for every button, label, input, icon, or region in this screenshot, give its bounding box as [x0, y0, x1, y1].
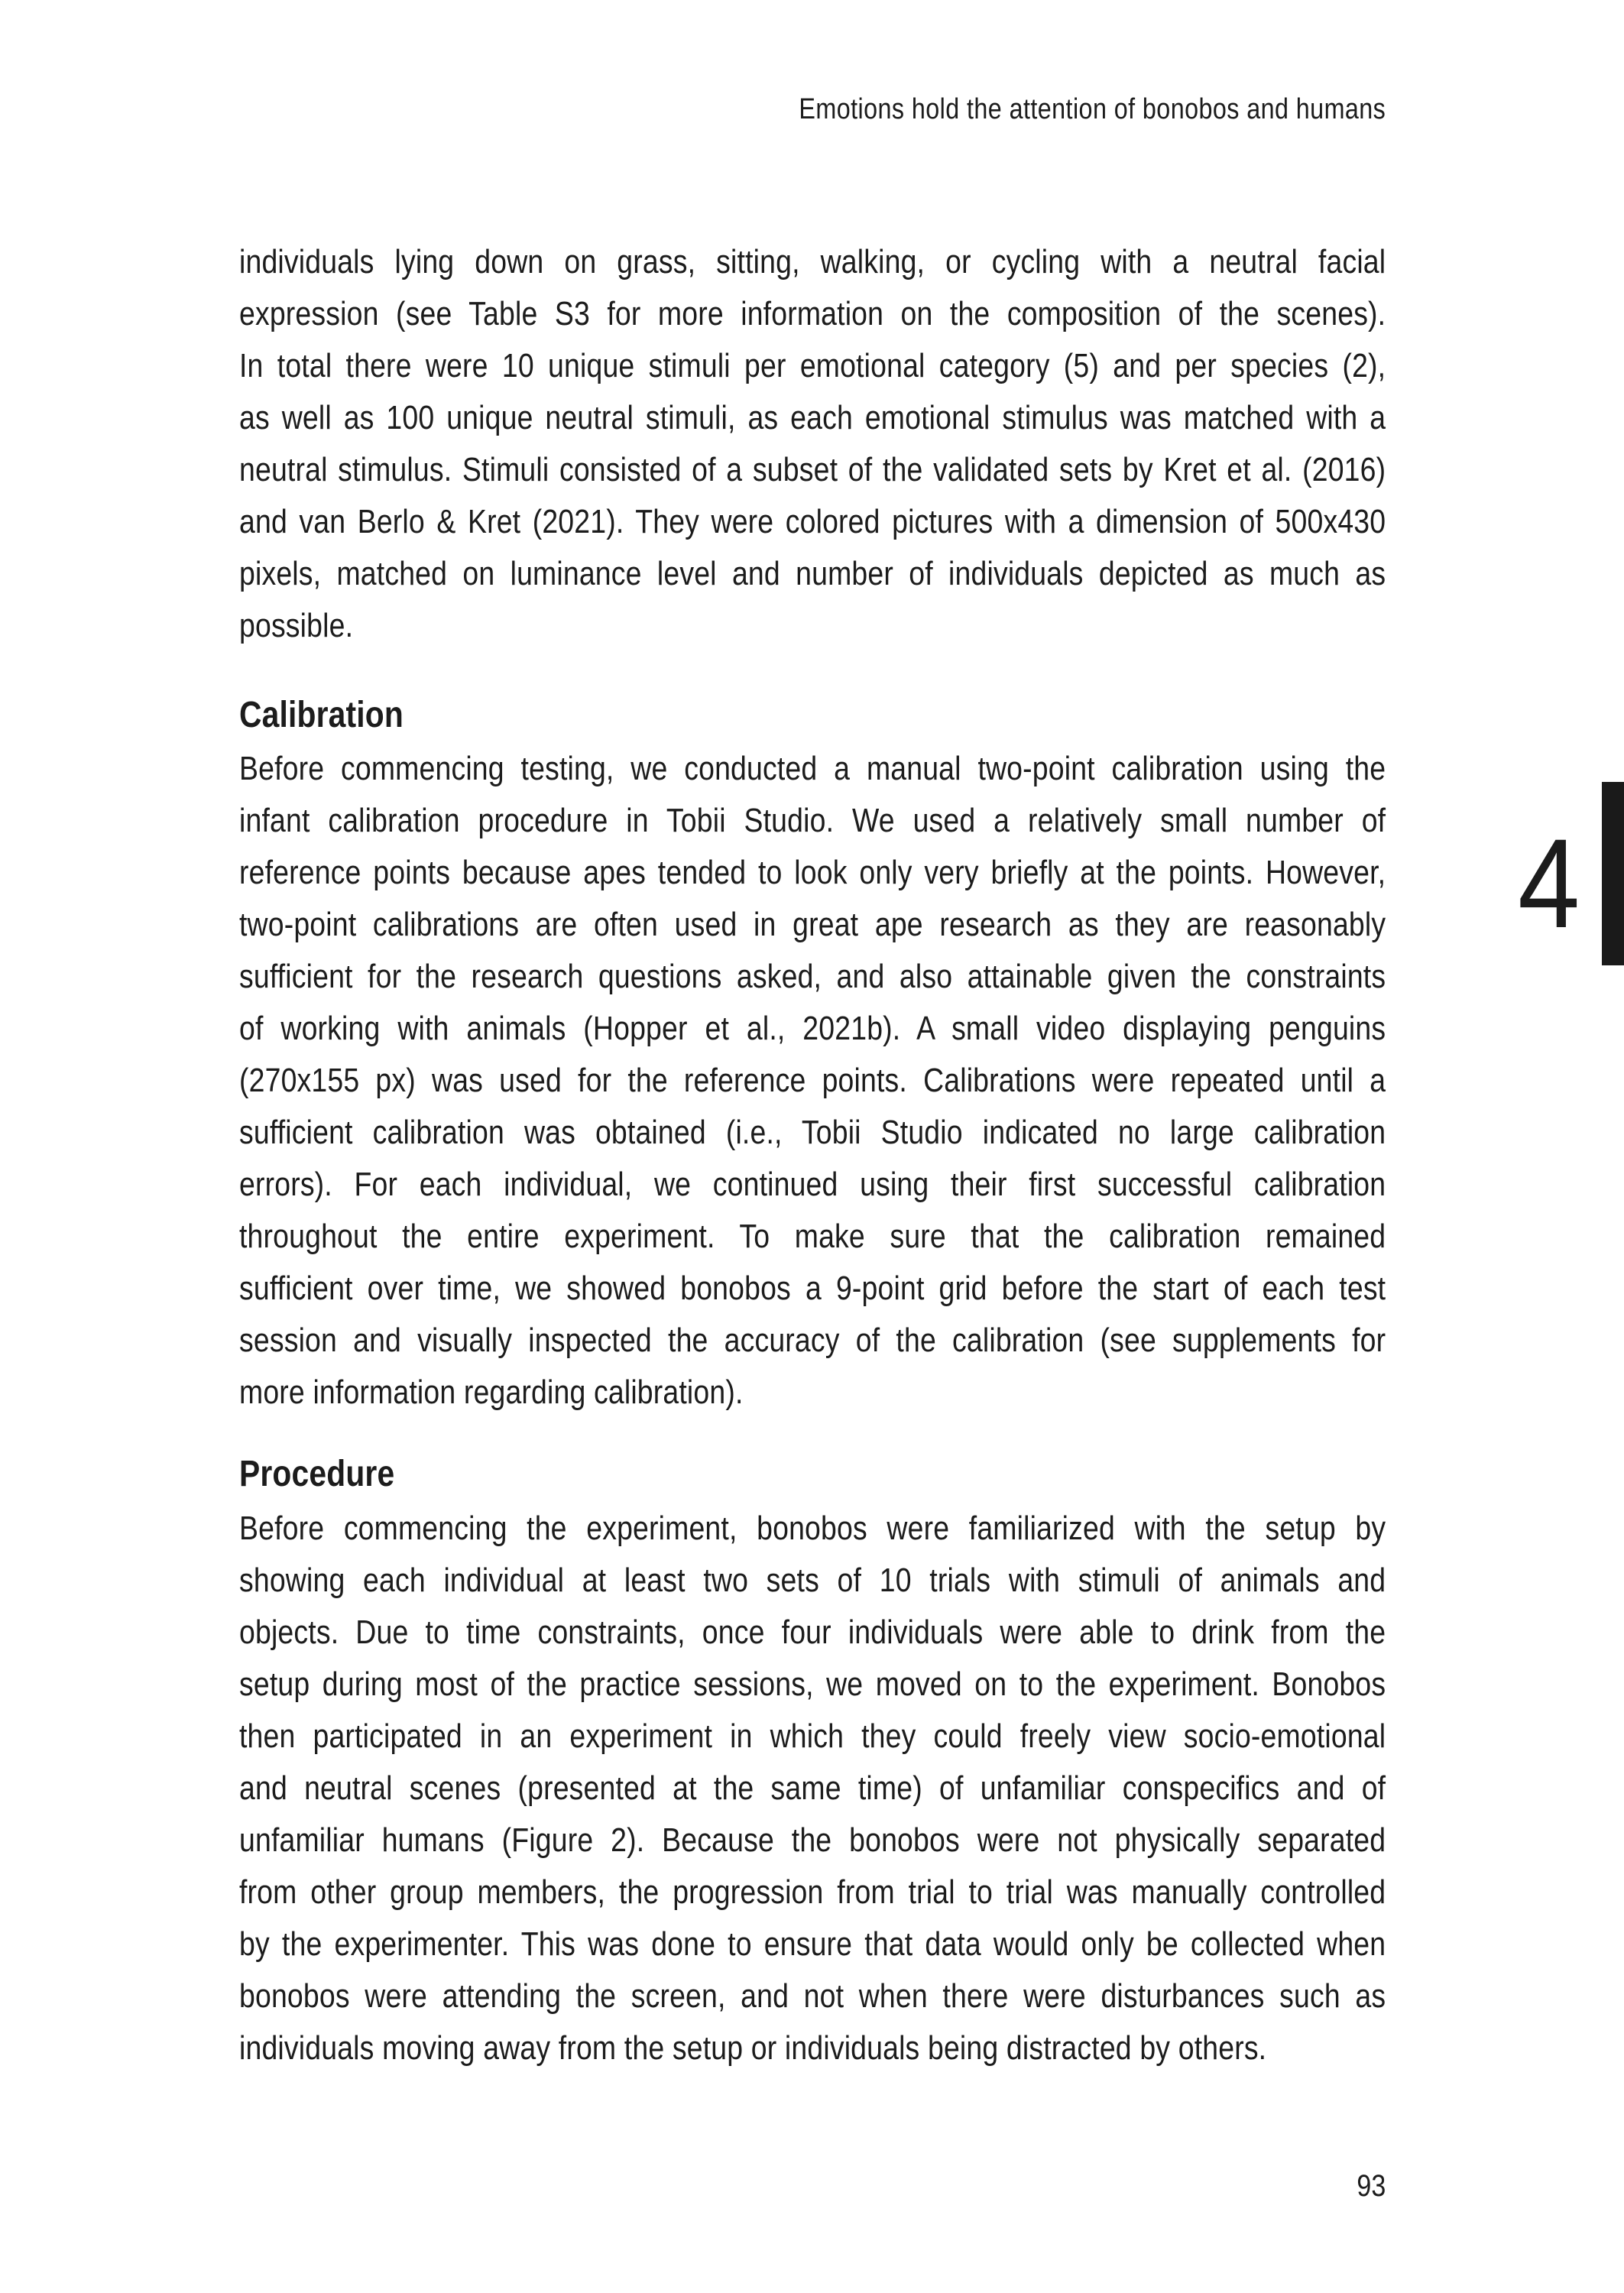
chapter-tab-bar	[1602, 782, 1624, 965]
text-line: In total there were 10 unique stimuli per emotional category (5) and per species (2),	[239, 347, 1386, 384]
intro-paragraph	[239, 236, 1386, 652]
section-heading-calibration: Calibration	[239, 695, 404, 735]
text-line: as well as 100 unique neutral stimuli, as each emotional stimulus was matched with a	[239, 399, 1386, 436]
chapter-number: 4	[1517, 813, 1580, 955]
text-line: errors). For each individual, we continued using their first successful calibration	[239, 1166, 1386, 1203]
text-line: bonobos were attending the screen, and not when there were disturbances such as	[239, 1977, 1386, 2015]
text-line: individuals moving away from the setup or individuals being distracted by others.	[239, 2029, 1267, 2067]
text-line: (270x155 px) was used for the reference points. Calibrations were repeated until a	[239, 1062, 1386, 1099]
text-line: of working with animals (Hopper et al., 2021b). A small video displaying penguins	[239, 1010, 1386, 1047]
text-line: individuals lying down on grass, sitting, walking, or cycling with a neutral facial	[239, 243, 1386, 281]
text-column	[239, 0, 1386, 2204]
text-line: setup during most of the practice sessions, we moved on to the experiment. Bonobos	[239, 1665, 1386, 1703]
procedure-paragraph	[239, 1503, 1386, 2074]
running-header: Emotions hold the attention of bonobos and humans	[799, 93, 1386, 125]
text-line: Before commencing the experiment, bonobos were familiarized with the setup by	[239, 1510, 1386, 1547]
text-line: more information regarding calibration).	[239, 1374, 744, 1411]
text-line: showing each individual at least two sets of 10 trials with stimuli of animals and	[239, 1562, 1386, 1599]
text-line: and van Berlo & Kret (2021). They were colored pictures with a dimension of 500x430	[239, 503, 1386, 540]
text-line: two-point calibrations are often used in great ape research as they are reasonably	[239, 906, 1386, 943]
text-line: sufficient for the research questions asked, and also attainable given the constraints	[239, 958, 1386, 995]
text-line: and neutral scenes (presented at the same time) of unfamiliar conspecifics and of	[239, 1769, 1386, 1807]
text-line: by the experimenter. This was done to ensure that data would only be collected when	[239, 1925, 1386, 1963]
text-line: then participated in an experiment in which they could freely view socio-emotional	[239, 1717, 1386, 1755]
text-line: possible.	[239, 607, 354, 644]
text-line: neutral stimulus. Stimuli consisted of a subset of the validated sets by Kret et al. (2016)	[239, 451, 1386, 488]
text-line: from other group members, the progression from trial to trial was manually controlled	[239, 1873, 1386, 1911]
text-line: objects. Due to time constraints, once four individuals were able to drink from the	[239, 1614, 1386, 1651]
text-line: infant calibration procedure in Tobii Studio. We used a relatively small number of	[239, 802, 1386, 839]
section-heading-procedure: Procedure	[239, 1454, 395, 1494]
text-line: reference points because apes tended to look only very briefly at the points. However,	[239, 854, 1386, 891]
text-line: expression (see Table S3 for more information on the composition of the scenes).	[239, 295, 1386, 332]
text-line: throughout the entire experiment. To make sure that the calibration remained	[239, 1218, 1386, 1255]
text-line: sufficient over time, we showed bonobos a 9-point grid before the start of each test	[239, 1270, 1386, 1307]
text-line: pixels, matched on luminance level and number of individuals depicted as much as	[239, 555, 1386, 592]
text-line: Before commencing testing, we conducted a manual two-point calibration using the	[239, 750, 1386, 787]
page-number: 93	[1357, 2169, 1386, 2203]
text-line: sufficient calibration was obtained (i.e., Tobii Studio indicated no large calibration	[239, 1114, 1386, 1151]
text-line: unfamiliar humans (Figure 2). Because the bonobos were not physically separated	[239, 1821, 1386, 1859]
text-line: session and visually inspected the accuracy of the calibration (see supplements for	[239, 1322, 1386, 1359]
calibration-paragraph	[239, 743, 1386, 1419]
